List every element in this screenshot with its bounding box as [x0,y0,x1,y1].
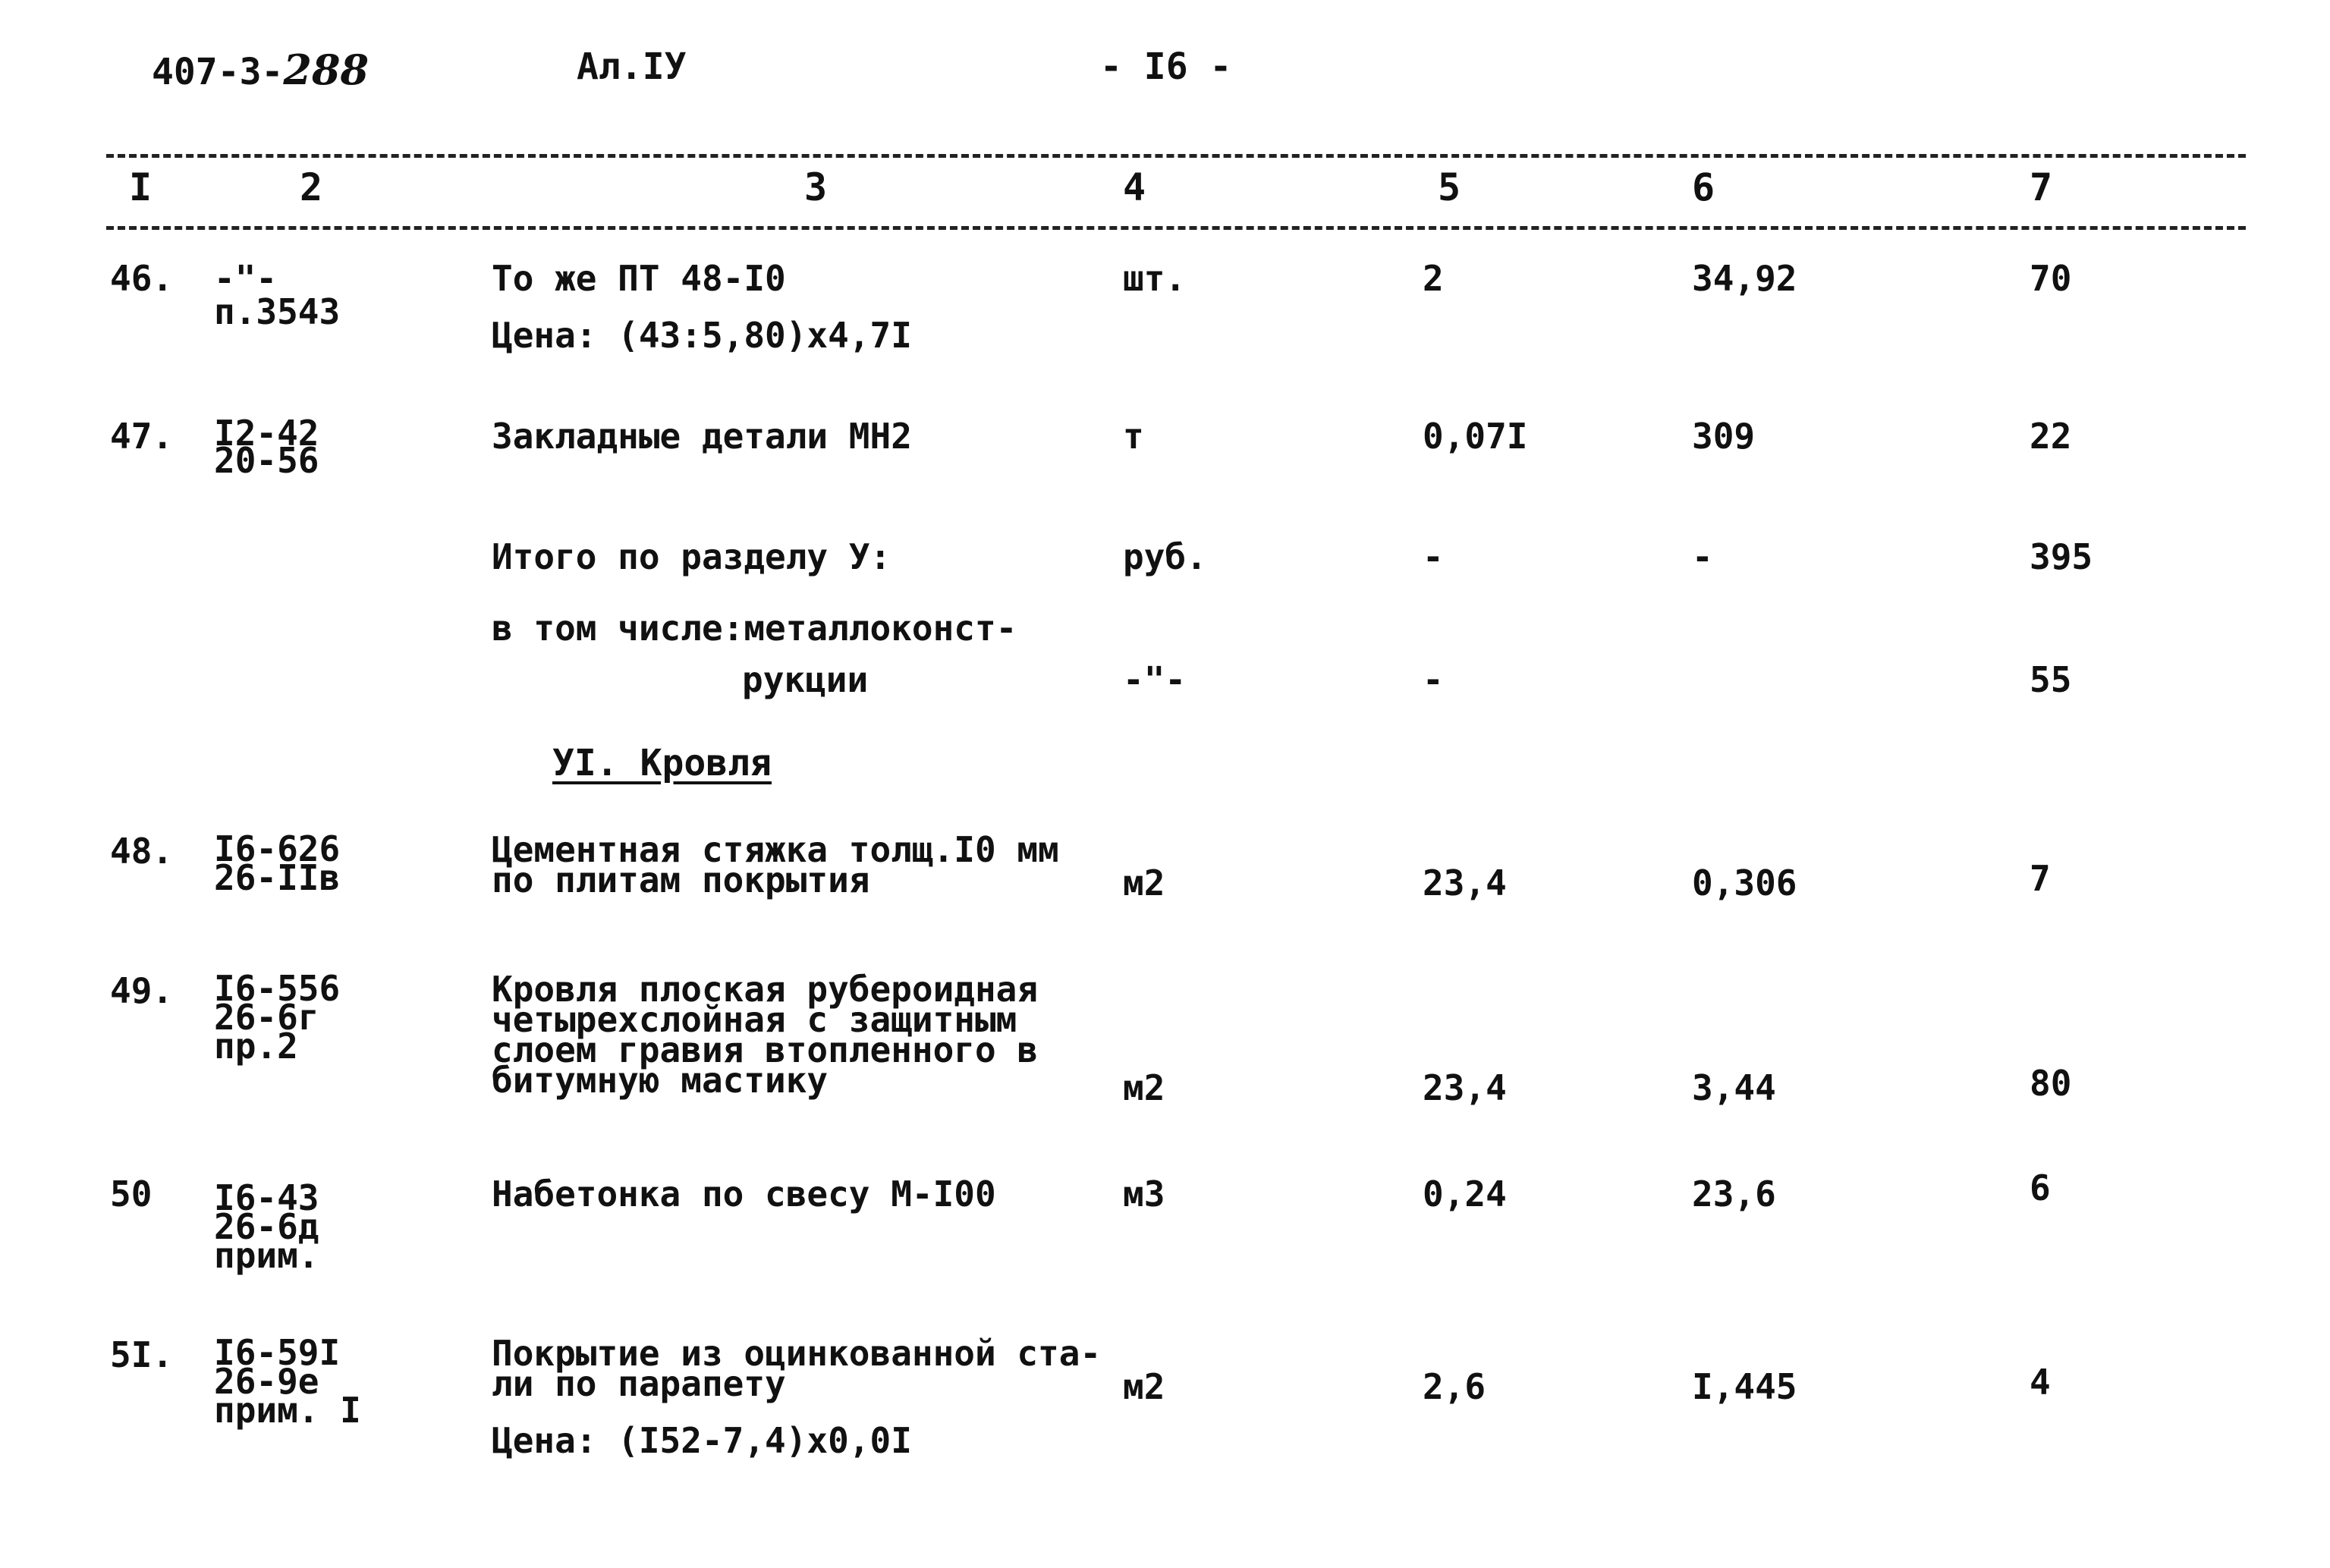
row-name: Кровля плоская рубероидная четырехслойная с защитным слоем гравия втопленного в битумную мастику [492,969,1039,1101]
row-total: 80 [2030,1063,2072,1104]
row-total: 70 [2030,258,2072,299]
column-header-5: 5 [1438,165,1461,209]
document-code: 407-3-288 [152,46,369,94]
row-name: Цементная стяжка толщ.I0 мм по плитам покрытия [492,829,1059,900]
row-quantity: 0,24 [1423,1174,1507,1214]
row-name: Итого по разделу У: [492,536,891,577]
row-unit: м2 [1123,1067,1165,1108]
section-title: УI. Кровля [552,742,772,784]
row-number: 48. [110,831,174,872]
row-unit: м2 [1123,863,1165,903]
row-quantity: 0,07I [1423,416,1528,457]
row-name: Закладные детали МН2 [492,416,912,457]
row-name: в том числе:металлоконст- [492,608,1017,649]
row-quantity: 23,4 [1423,863,1507,903]
column-header-3: 3 [804,165,828,209]
row-unit-price: 309 [1692,416,1756,457]
row-total: 395 [2030,536,2093,577]
row-quantity: - [1423,536,1444,577]
row-name: Набетонка по свесу М-I00 [492,1174,996,1214]
row-total: 4 [2030,1362,2051,1403]
row-reference: -"- п.3543 [214,258,341,332]
row-number: 50 [110,1174,153,1214]
row-reference: I6-59I 26-9е прим. I [214,1332,361,1431]
row-name: То же ПТ 48-I0 [492,258,786,299]
row-unit: м2 [1123,1366,1165,1407]
row-total: 55 [2030,659,2072,700]
handwritten-number: 288 [283,46,369,94]
column-header-2: 2 [300,165,323,209]
row-reference: I6-626 26-IIв [214,828,341,898]
row-reference: I2-42 20-56 [214,413,319,481]
column-header-7: 7 [2030,165,2053,209]
row-number: 46. [110,258,174,299]
row-unit-price: 0,306 [1692,863,1797,903]
column-header-4: 4 [1123,165,1146,209]
header-rule-top [106,154,2246,158]
row-unit-price: 23,6 [1692,1174,1776,1214]
row-price-note: Цена: (I52-7,4)х0,0I [492,1420,912,1461]
row-unit: м3 [1123,1174,1165,1214]
column-header-6: 6 [1692,165,1715,209]
row-quantity: - [1423,659,1444,700]
row-quantity: 23,4 [1423,1067,1507,1108]
row-unit: шт. [1123,258,1187,299]
row-total: 7 [2030,858,2051,899]
row-total: 6 [2030,1167,2051,1208]
row-total: 22 [2030,416,2072,457]
row-number: 5I. [110,1334,174,1375]
row-unit-price: I,445 [1692,1366,1797,1407]
row-quantity: 2 [1423,258,1444,299]
album-label: Ал.IУ [577,46,687,88]
row-unit-price: - [1692,536,1713,577]
row-unit: руб. [1123,536,1207,577]
page-number: - I6 - [1100,46,1232,88]
row-quantity: 2,6 [1423,1366,1486,1407]
row-unit: т [1123,416,1144,457]
row-reference: I6-43 26-6д прим. [214,1177,319,1276]
row-unit-price: 3,44 [1692,1067,1776,1108]
row-unit-price: 34,92 [1692,258,1797,299]
row-number: 49. [110,970,174,1011]
row-name: Покрытие из оцинкованной ста- ли по парапету [492,1333,1102,1404]
row-price-note: Цена: (43:5,80)х4,7I [492,315,912,356]
row-reference: I6-556 26-6г пр.2 [214,968,341,1067]
header-rule-bottom [106,226,2246,230]
column-header-1: I [129,165,153,209]
row-number: 47. [110,416,174,457]
row-unit: -"- [1123,659,1187,700]
row-name-continuation: рукции [742,659,869,700]
